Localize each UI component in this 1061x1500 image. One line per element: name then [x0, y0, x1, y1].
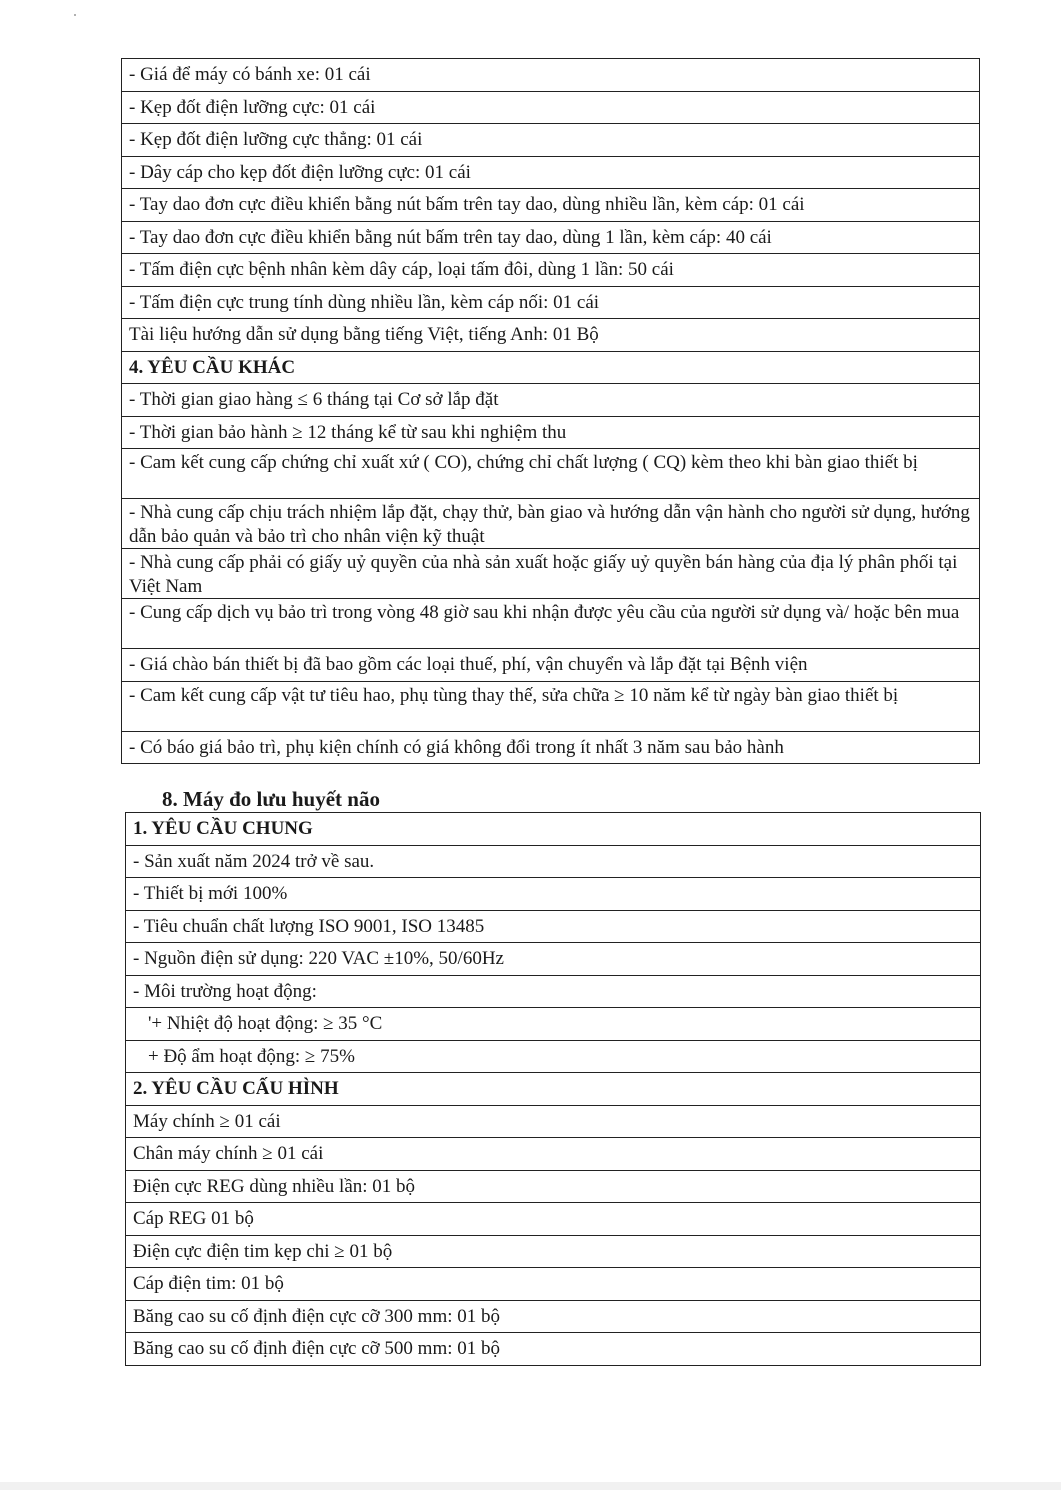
- table-row: Cáp REG 01 bộ: [126, 1203, 980, 1236]
- table-row: Chân máy chính ≥ 01 cái: [126, 1138, 980, 1171]
- section-heading-other-requirements: 4. YÊU CẦU KHÁC: [122, 352, 979, 385]
- table-row: - Môi trường hoạt động:: [126, 976, 980, 1009]
- table-row: - Kẹp đốt điện lưỡng cực thẳng: 01 cái: [122, 124, 979, 157]
- table-row: - Thời gian giao hàng ≤ 6 tháng tại Cơ sở lắp đặt: [122, 384, 979, 417]
- section-heading-configuration-requirements: 2. YÊU CẦU CẤU HÌNH: [126, 1073, 980, 1106]
- scan-speck: [74, 14, 76, 16]
- table-row: - Tấm điện cực trung tính dùng nhiều lần, kèm cáp nối: 01 cái: [122, 287, 979, 320]
- table-row: - Thời gian bảo hành ≥ 12 tháng kể từ sau khi nghiệm thu: [122, 417, 979, 450]
- table-row: - Sản xuất năm 2024 trở về sau.: [126, 846, 980, 879]
- table-row: - Kẹp đốt điện lưỡng cực: 01 cái: [122, 92, 979, 125]
- table-row: Băng cao su cố định điện cực cỡ 300 mm: 01 bộ: [126, 1301, 980, 1334]
- table-row: - Dây cáp cho kẹp đốt điện lưỡng cực: 01 cái: [122, 157, 979, 190]
- table-row: Băng cao su cố định điện cực cỡ 500 mm: 01 bộ: [126, 1333, 980, 1366]
- table-row: - Tấm điện cực bệnh nhân kèm dây cáp, loại tấm đôi, dùng 1 lần: 50 cái: [122, 254, 979, 287]
- requirements-table-bottom: [125, 812, 981, 1366]
- table-row: Cáp điện tim: 01 bộ: [126, 1268, 980, 1301]
- table-row: Máy chính ≥ 01 cái: [126, 1106, 980, 1139]
- table-row: - Có báo giá bảo trì, phụ kiện chính có giá không đổi trong ít nhất 3 năm sau bảo hành: [122, 732, 979, 765]
- table-row: - Thiết bị mới 100%: [126, 878, 980, 911]
- table-row: Điện cực REG dùng nhiều lần: 01 bộ: [126, 1171, 980, 1204]
- table-row: - Nhà cung cấp chịu trách nhiệm lắp đặt, chạy thử, bàn giao và hướng dẫn vận hành cho người sử dụng, hướng dẫn bảo quản và bảo trì cho nhân viện kỹ thuật: [122, 499, 979, 549]
- table-row: - Tay dao đơn cực điều khiển bằng nút bấm trên tay dao, dùng nhiều lần, kèm cáp: 01 cái: [122, 189, 979, 222]
- table-row: - Tay dao đơn cực điều khiển bằng nút bấm trên tay dao, dùng 1 lần, kèm cáp: 40 cái: [122, 222, 979, 255]
- table-row: '+ Nhiệt độ hoạt động: ≥ 35 °C: [126, 1008, 980, 1041]
- table-row: Tài liệu hướng dẫn sử dụng bằng tiếng Việt, tiếng Anh: 01 Bộ: [122, 319, 979, 352]
- scan-bottom-edge: [0, 1482, 1061, 1490]
- section-heading-general-requirements: 1. YÊU CẦU CHUNG: [126, 813, 980, 846]
- table-row: - Giá để máy có bánh xe: 01 cái: [122, 59, 979, 92]
- table-row: - Nhà cung cấp phải có giấy uỷ quyền của nhà sản xuất hoặc giấy uỷ quyền bán hàng của địa lý phân phối tại Việt Nam: [122, 549, 979, 599]
- section-title-cerebral-blood-flow-device: 8. Máy đo lưu huyết não: [162, 787, 380, 811]
- table-row: - Giá chào bán thiết bị đã bao gồm các loại thuế, phí, vận chuyển và lắp đặt tại Bệnh viện: [122, 649, 979, 682]
- table-row: Điện cực điện tim kẹp chi ≥ 01 bộ: [126, 1236, 980, 1269]
- requirements-table-top: [121, 58, 980, 764]
- table-row: - Cung cấp dịch vụ bảo trì trong vòng 48 giờ sau khi nhận được yêu cầu của người sử dụng và/ hoặc bên mua: [122, 599, 979, 649]
- table-row: - Cam kết cung cấp chứng chỉ xuất xứ ( CO), chứng chỉ chất lượng ( CQ) kèm theo khi bàn giao thiết bị: [122, 449, 979, 499]
- table-row: - Tiêu chuẩn chất lượng ISO 9001, ISO 13485: [126, 911, 980, 944]
- table-row: + Độ ẩm hoạt động: ≥ 75%: [126, 1041, 980, 1074]
- table-row: - Nguồn điện sử dụng: 220 VAC ±10%, 50/60Hz: [126, 943, 980, 976]
- table-row: - Cam kết cung cấp vật tư tiêu hao, phụ tùng thay thế, sửa chữa ≥ 10 năm kể từ ngày bàn giao thiết bị: [122, 682, 979, 732]
